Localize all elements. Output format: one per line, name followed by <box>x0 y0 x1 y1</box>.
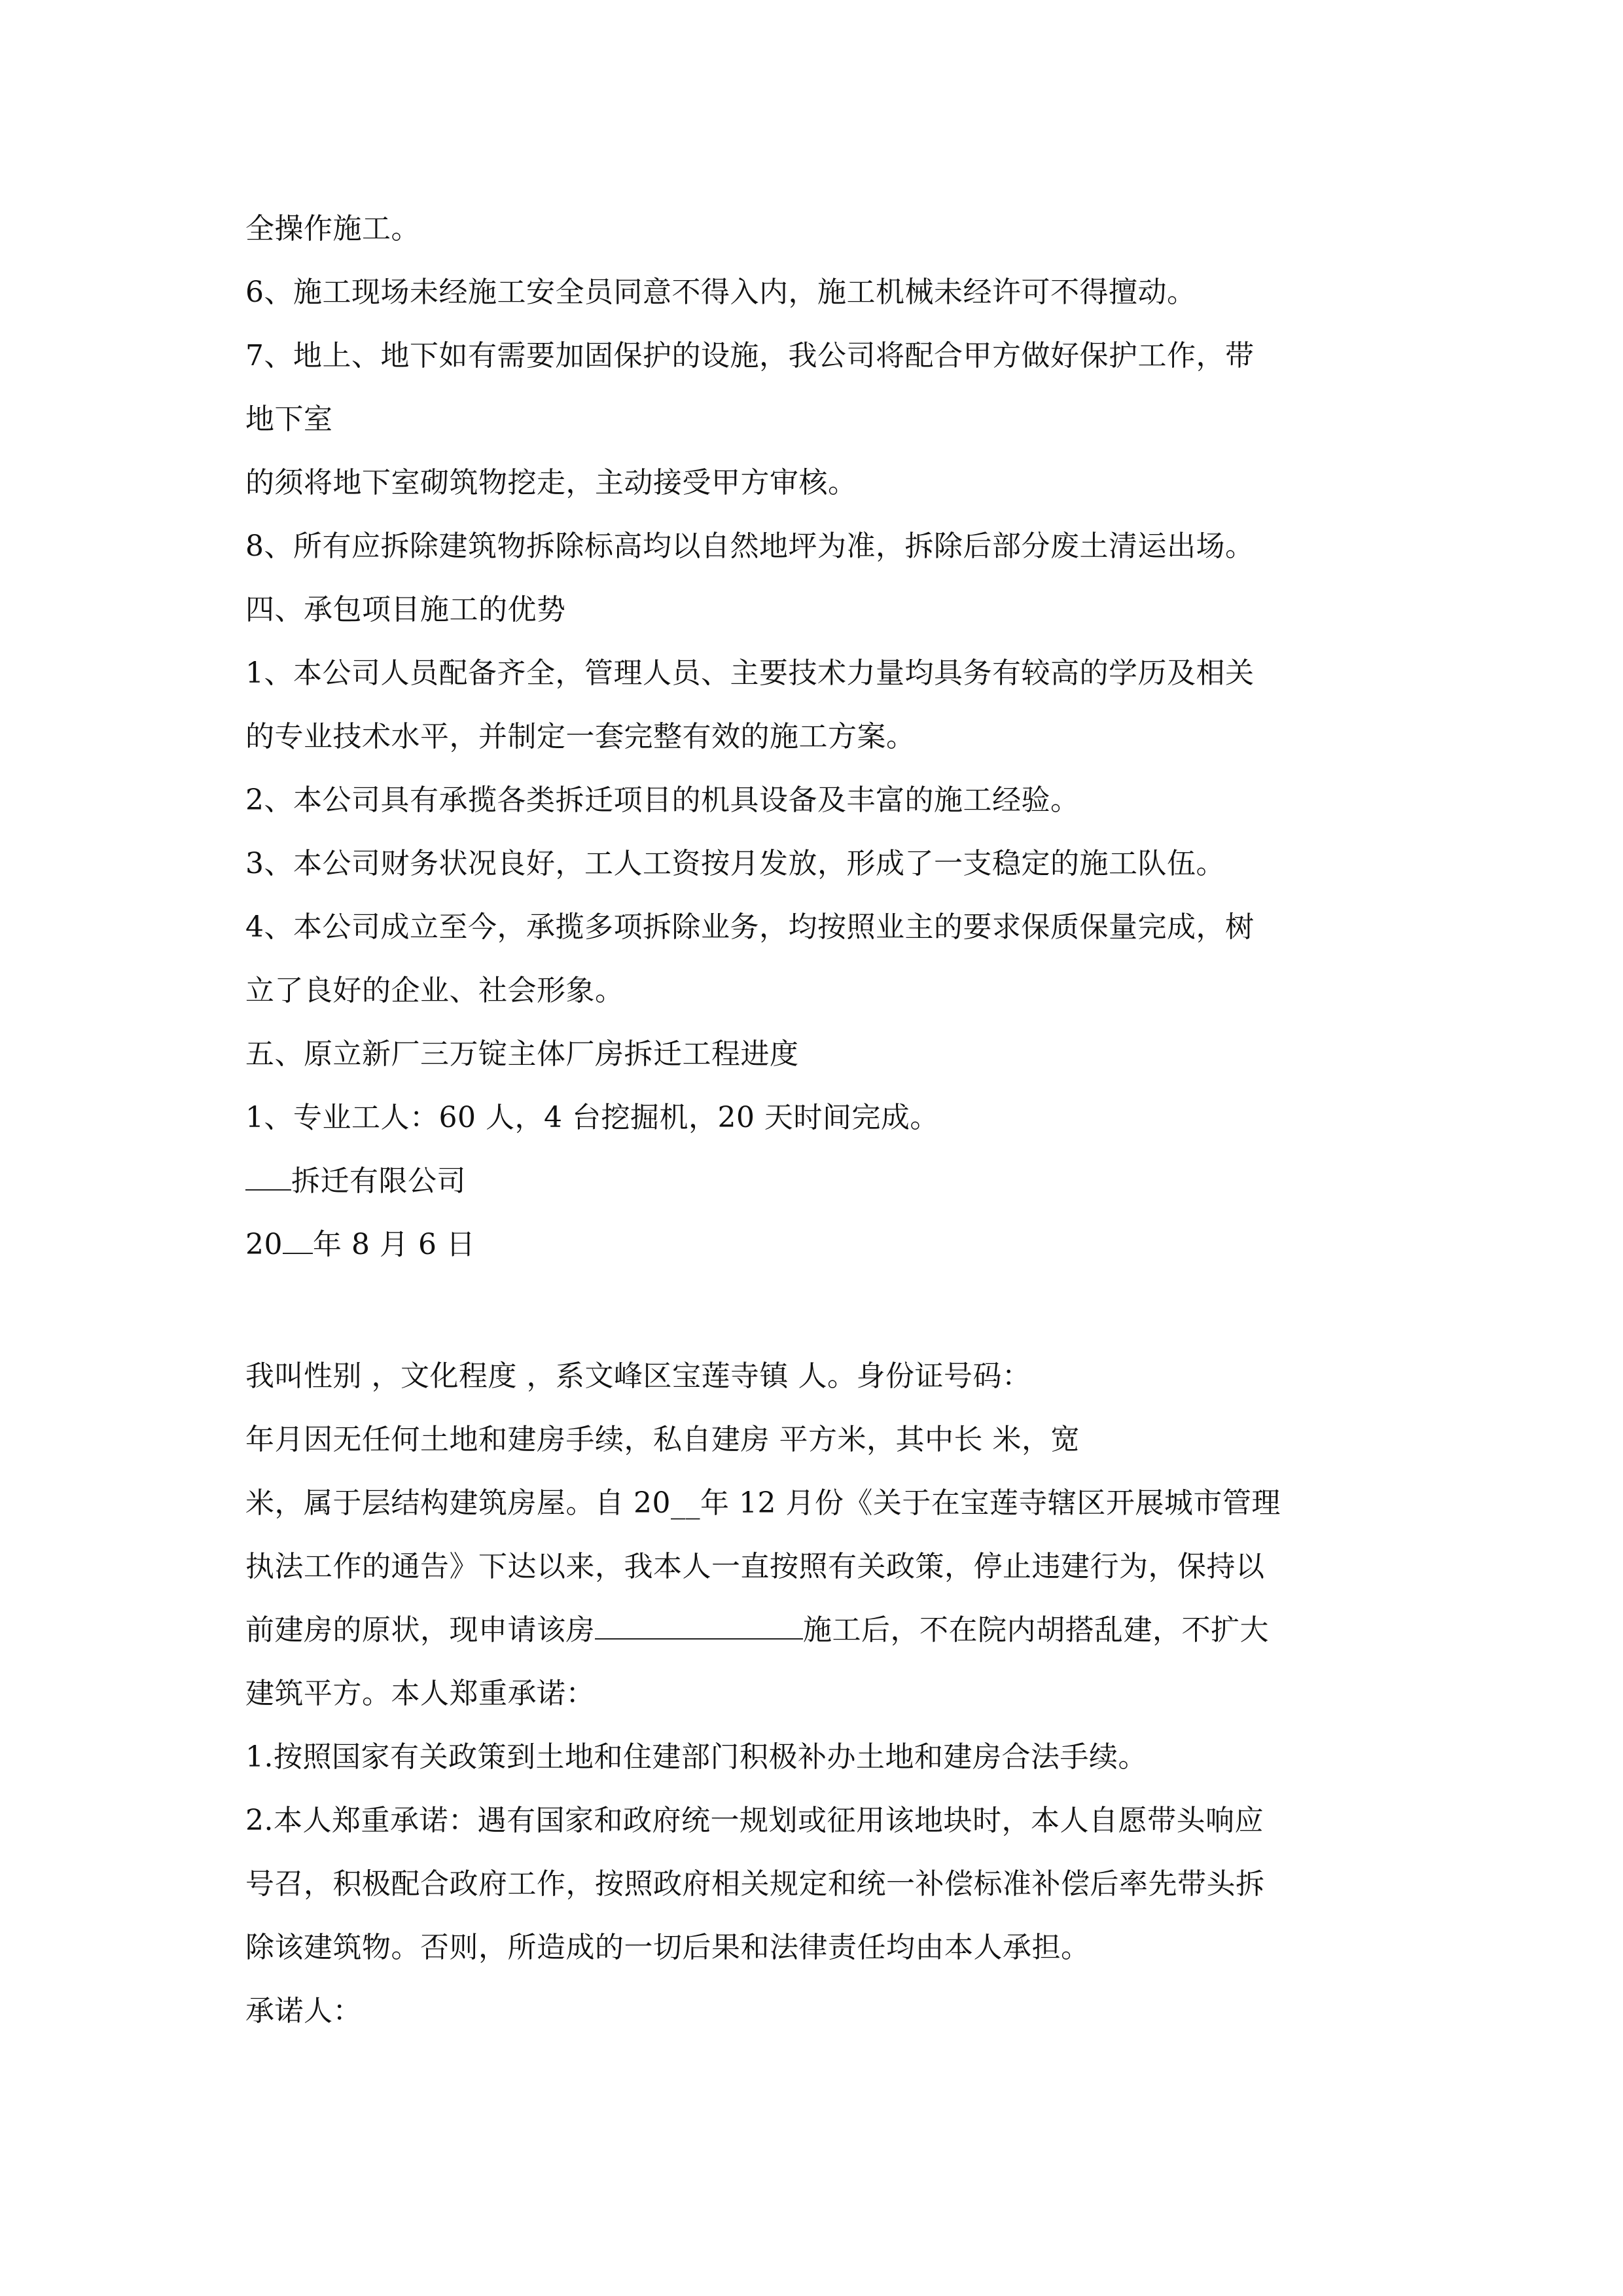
paragraph-line: 除该建筑物。否则，所造成的一切后果和法律责任均由本人承担。 <box>245 1931 1090 1964</box>
paragraph-line: 年月因无任何土地和建房手续，私自建房 平方米，其中长 米，宽 <box>245 1423 1080 1456</box>
signatory-label: 承诺人： <box>245 1994 362 2028</box>
paragraph-line: 1、专业工人：60 人，4 台挖掘机，20 天时间完成。 <box>245 1101 939 1134</box>
signature-date: 20 年 8 月 6 日 <box>245 1228 476 1261</box>
paragraph-line-with-blank: 前建房的原状，现申请该房 施工后，不在院内胡搭乱建，不扩大 <box>245 1613 1269 1647</box>
paragraph-line: 4、本公司成立至今，承揽多项拆除业务，均按照业主的要求保质保量完成，树 <box>245 910 1255 944</box>
paragraph-line: 执法工作的通告》下达以来，我本人一直按照有关政策，停止违建行为，保持以 <box>245 1550 1265 1583</box>
paragraph-line: 7、地上、地下如有需要加固保护的设施，我公司将配合甲方做好保护工作，带 <box>245 339 1255 372</box>
paragraph-line: 2.本人郑重承诺：遇有国家和政府统一规划或征用该地块时，本人自愿带头响应 <box>245 1804 1264 1837</box>
paragraph-line: 米，属于层结构建筑房屋。自 20__年 12 月份《关于在宝莲寺辖区开展城市管理 <box>245 1486 1281 1520</box>
paragraph-line: 建筑平方。本人郑重承诺： <box>245 1677 595 1710</box>
paragraph-line: 的须将地下室砌筑物挖走，主动接受甲方审核。 <box>245 466 857 499</box>
signature-blank <box>245 1163 291 1191</box>
paragraph-line: 全操作施工。 <box>245 212 420 245</box>
paragraph-line: 的专业技术水平，并制定一套完整有效的施工方案。 <box>245 720 916 753</box>
section-heading: 四、承包项目施工的优势 <box>245 593 566 626</box>
paragraph-line: 号召，积极配合政府工作，按照政府相关规定和统一补偿标准补偿后率先带头拆 <box>245 1867 1265 1901</box>
paragraph-line: 我叫性别 ，文化程度 ，系文峰区宝莲寺镇 人。身份证号码： <box>245 1359 1031 1393</box>
paragraph-line: 2、本公司具有承揽各类拆迁项目的机具设备及丰富的施工经验。 <box>245 783 1080 817</box>
date-blank <box>283 1227 313 1254</box>
paragraph-line: 6、施工现场未经施工安全员同意不得入内，施工机械未经许可不得擅动。 <box>245 276 1196 309</box>
paragraph-line: 3、本公司财务状况良好，工人工资按月发放，形成了一支稳定的施工队伍。 <box>245 847 1225 880</box>
paragraph-line: 8、所有应拆除建筑物拆除标高均以自然地坪为准，拆除后部分废土清运出场。 <box>245 529 1255 563</box>
paragraph-line: 地下室 <box>245 403 333 436</box>
paragraph-line: 1、本公司人员配备齐全，管理人员、主要技术力量均具务有较高的学历及相关 <box>245 656 1255 690</box>
paragraph-line: 立了良好的企业、社会形象。 <box>245 974 624 1007</box>
section-heading: 五、原立新厂三万锭主体厂房拆迁工程进度 <box>245 1037 799 1071</box>
fill-in-blank <box>595 1612 803 1640</box>
paragraph-line: 1.按照国家有关政策到土地和住建部门积极补办土地和建房合法手续。 <box>245 1740 1147 1774</box>
signature-company: 拆迁有限公司 <box>245 1162 466 1201</box>
